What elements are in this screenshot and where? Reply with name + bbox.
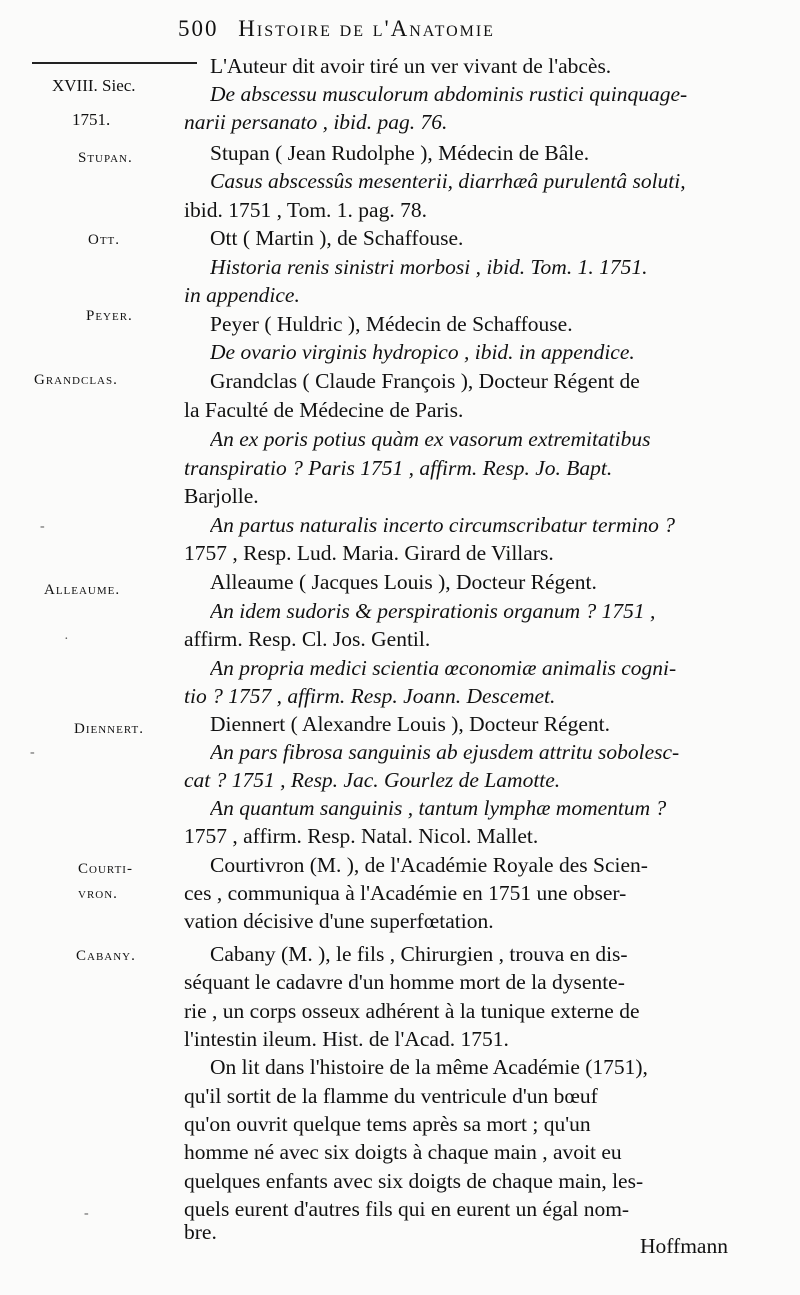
text-line: L'Auteur dit avoir tiré un ver vivant de l'abcès.	[210, 54, 612, 78]
text-line: séquant le cadavre d'un homme mort de la dysente-	[184, 970, 625, 994]
margin-courtivron-1: Courti-	[78, 861, 133, 877]
stray-mark: -	[84, 1206, 89, 1221]
text-line: Diennert ( Alexandre Louis ), Docteur Régent.	[210, 712, 611, 736]
text-line: bre.	[184, 1220, 217, 1244]
text-line: l'intestin ileum. Hist. de l'Acad. 1751.	[184, 1027, 509, 1051]
text-line: in appendice.	[184, 283, 300, 307]
text-line: 1757 , Resp. Lud. Maria. Girard de Villars.	[184, 541, 554, 565]
margin-alleaume: Alleaume.	[44, 582, 121, 598]
text-line: Peyer ( Huldric ), Médecin de Schaffouse.	[210, 312, 573, 336]
text-line: ibid. 1751 , Tom. 1. pag. 78.	[184, 198, 427, 222]
stray-mark: ·	[64, 632, 69, 647]
margin-year: 1751.	[72, 110, 111, 129]
text-line: homme né avec six doigts à chaque main , avoit eu	[184, 1140, 622, 1164]
text-line: Stupan ( Jean Rudolphe ), Médecin de Bâle.	[210, 141, 590, 165]
margin-courtivron-2: vron.	[78, 886, 118, 902]
text-line: transpiratio ? Paris 1751 , affirm. Resp. Jo. Bapt.	[184, 456, 613, 480]
stray-mark: -	[40, 519, 45, 534]
text-line: Grandclas ( Claude François ), Docteur Régent de	[210, 369, 640, 393]
text-line: ces , communiqua à l'Académie en 1751 une obser-	[184, 881, 627, 905]
margin-peyer: Peyer.	[86, 308, 133, 324]
text-line: An idem sudoris & perspirationis organum ? 1751 ,	[210, 599, 656, 623]
text-line: An propria medici scientia œconomiæ animalis cogni-	[210, 656, 677, 680]
text-line: affirm. Resp. Cl. Jos. Gentil.	[184, 627, 431, 651]
text-line: Courtivron (M. ), de l'Académie Royale des Scien-	[210, 853, 648, 877]
margin-century: XVIII. Siec.	[52, 76, 136, 95]
text-line: De abscessu musculorum abdominis rustici quinquage-	[210, 82, 688, 106]
margin-ott: Ott.	[88, 232, 121, 248]
header-rule	[32, 62, 197, 64]
text-line: quelques enfants avec six doigts de chaque main, les-	[184, 1169, 644, 1193]
text-line: quels eurent d'autres fils qui en eurent un égal nom-	[184, 1197, 630, 1221]
page-header	[178, 14, 778, 44]
text-line: narii persanato , ibid. pag. 76.	[184, 110, 448, 134]
margin-diennert: Diennert.	[74, 721, 144, 737]
text-line: Ott ( Martin ), de Schaffouse.	[210, 226, 464, 250]
catchword: Hoffmann	[640, 1234, 728, 1258]
text-line: Historia renis sinistri morbosi , ibid. Tom. 1. 1751.	[210, 255, 648, 279]
text-line: Casus abscessûs mesenterii, diarrhæâ purulentâ soluti,	[210, 169, 686, 193]
text-line: De ovario virginis hydropico , ibid. in appendice.	[210, 340, 635, 364]
text-line: 1757 , affirm. Resp. Natal. Nicol. Mallet.	[184, 824, 539, 848]
text-line: vation décisive d'une superfœtation.	[184, 909, 494, 933]
text-line: Barjolle.	[184, 484, 259, 508]
running-title: Histoire de l'Anatomie	[238, 16, 495, 41]
margin-grandclas: Grandclas.	[34, 372, 118, 388]
text-line: On lit dans l'histoire de la même Académie (1751),	[210, 1055, 648, 1079]
text-line: Cabany (M. ), le fils , Chirurgien , trouva en dis-	[210, 942, 628, 966]
stray-mark: -	[30, 745, 35, 760]
text-line: An ex poris potius quàm ex vasorum extremitatibus	[210, 427, 651, 451]
text-line: qu'on ouvrit quelque tems après sa mort ; qu'un	[184, 1112, 591, 1136]
text-line: Alleaume ( Jacques Louis ), Docteur Régent.	[210, 570, 597, 594]
text-line: An quantum sanguinis , tantum lymphæ momentum ?	[210, 796, 667, 820]
text-line: la Faculté de Médecine de Paris.	[184, 398, 464, 422]
page-number: 500	[178, 16, 219, 41]
margin-stupan: Stupan.	[78, 150, 133, 166]
text-line: cat ? 1751 , Resp. Jac. Gourlez de Lamotte.	[184, 768, 561, 792]
text-line: An pars fibrosa sanguinis ab ejusdem attritu sobolesc-	[210, 740, 680, 764]
margin-cabany: Cabany.	[76, 948, 136, 964]
text-line: qu'il sortit de la flamme du ventricule d'un bœuf	[184, 1084, 598, 1108]
text-line: An partus naturalis incerto circumscribatur termino ?	[210, 513, 676, 537]
text-line: tio ? 1757 , affirm. Resp. Joann. Descemet.	[184, 684, 556, 708]
text-line: rie , un corps osseux adhérent à la tunique externe de	[184, 999, 640, 1023]
